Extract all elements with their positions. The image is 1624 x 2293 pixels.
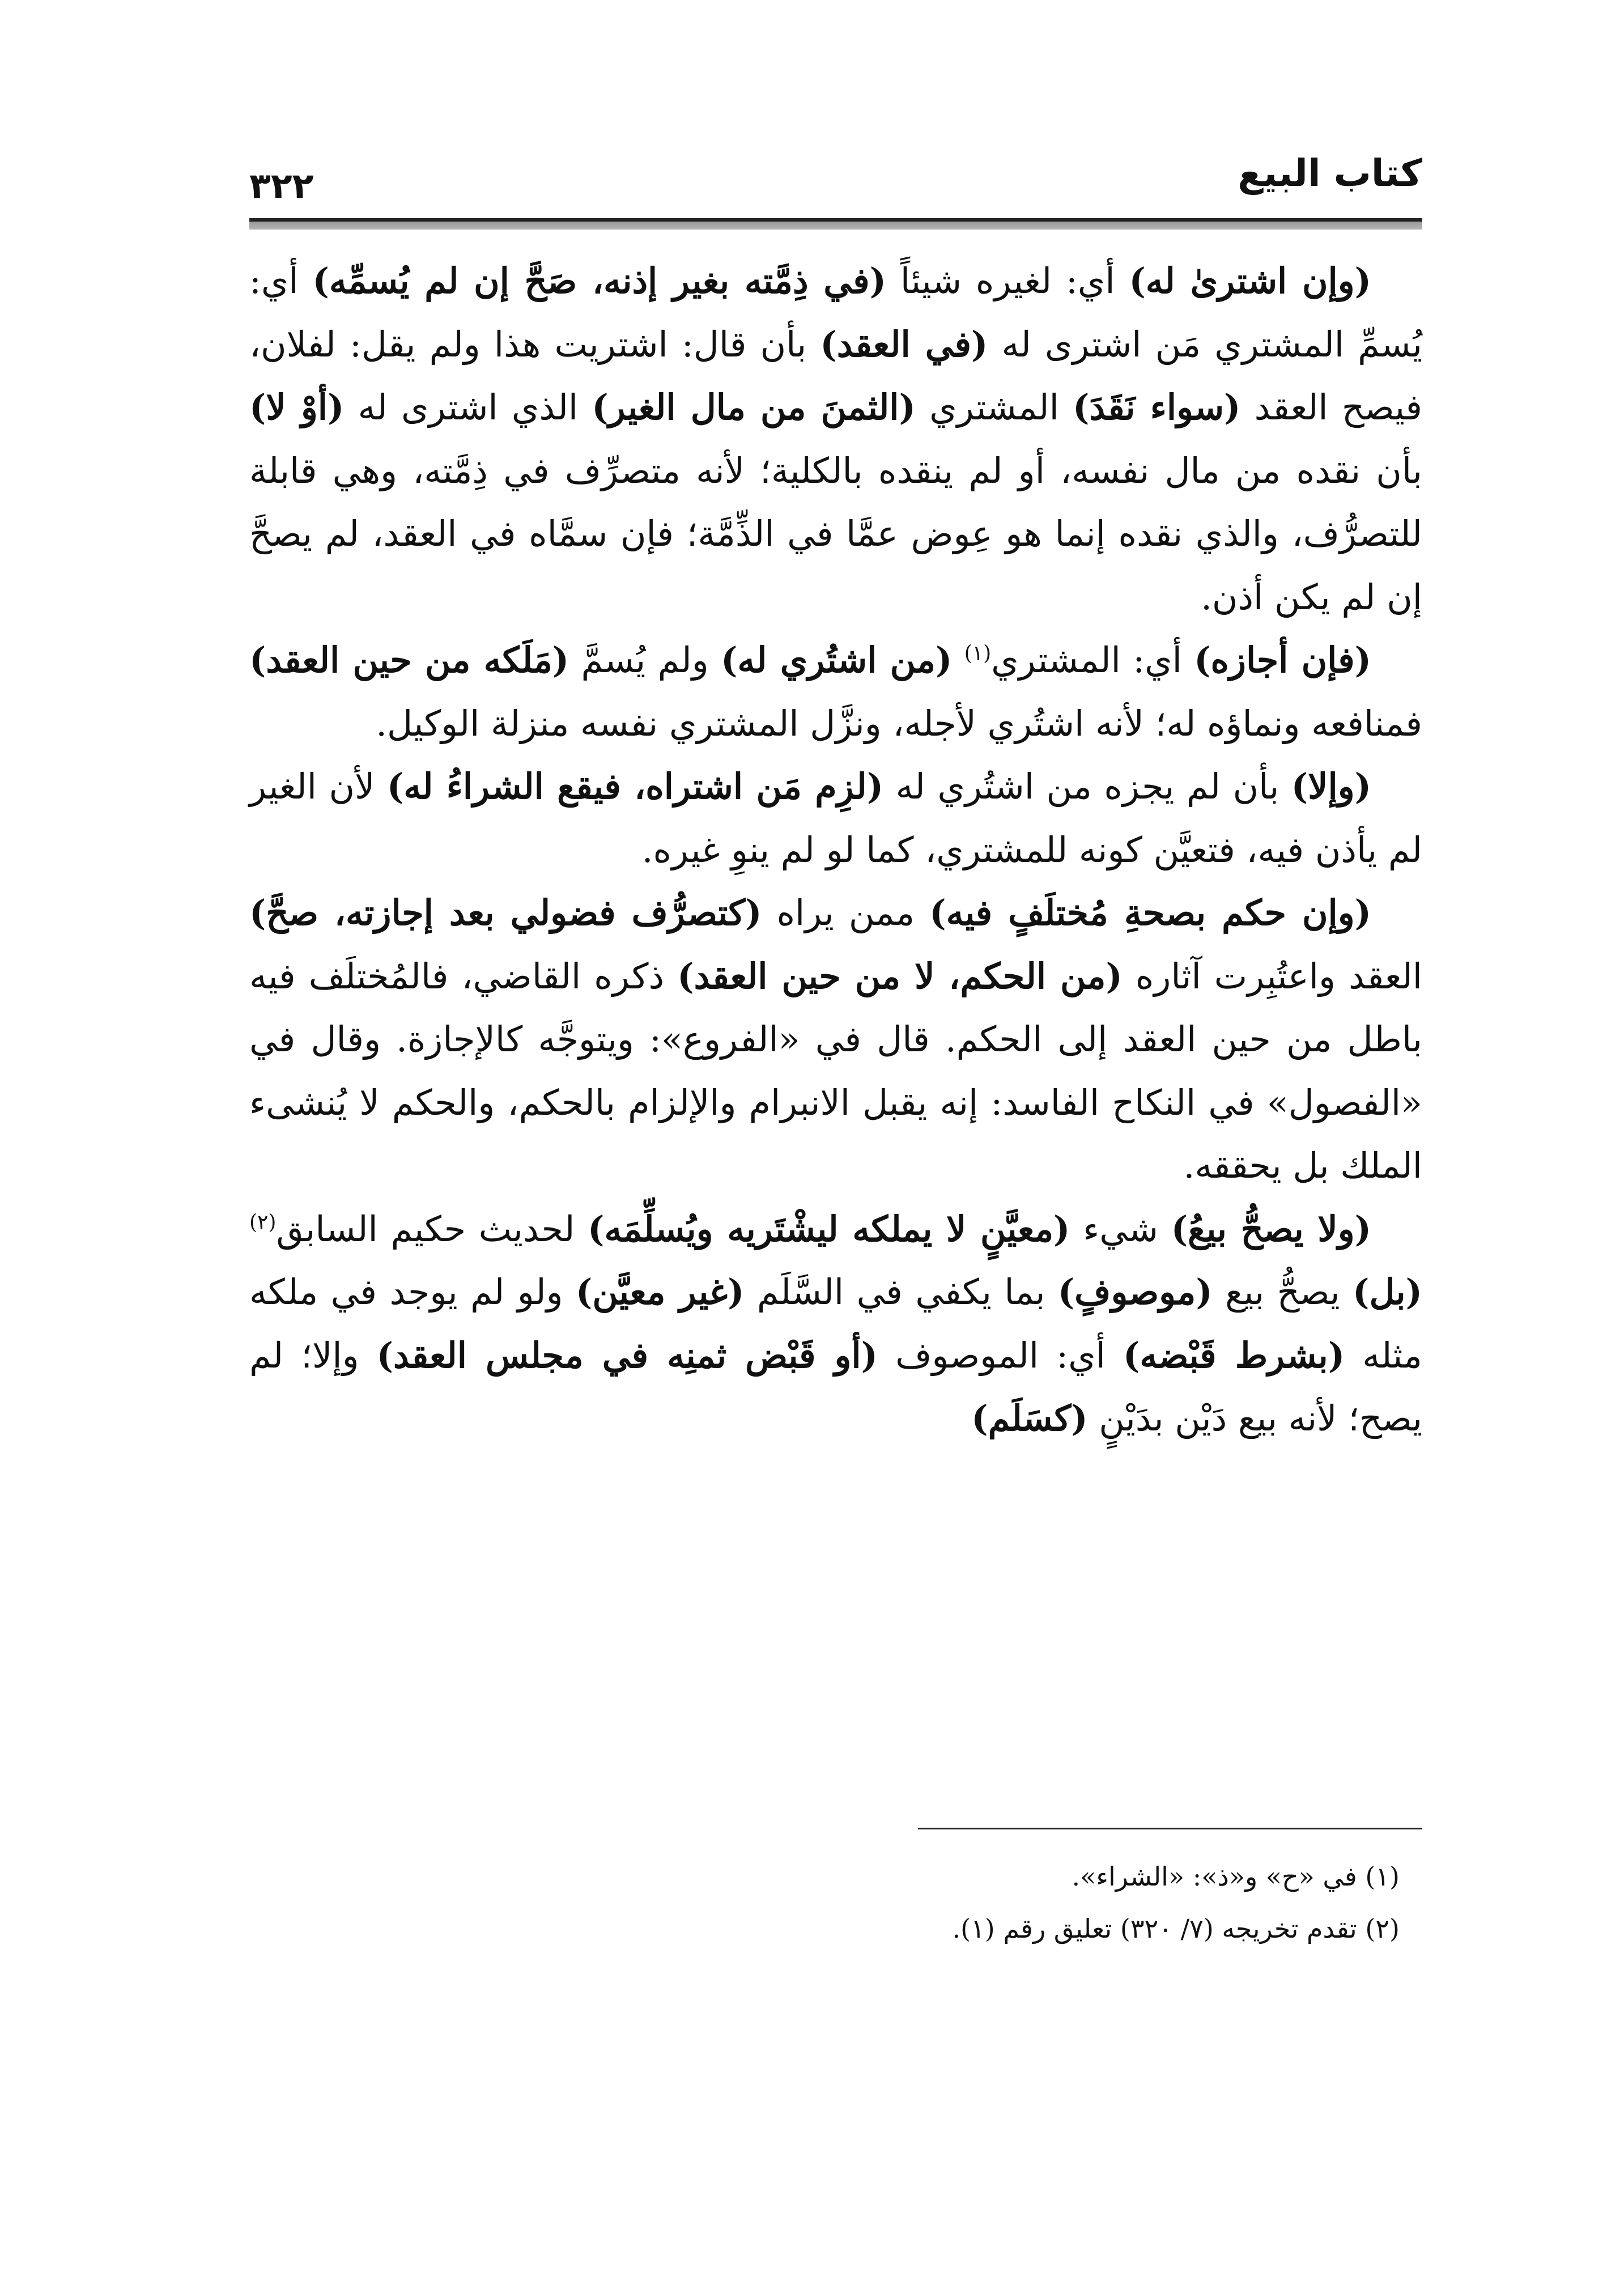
commentary-text: فمنافعه ونماؤه له؛ لأنه اشتُري لأجله، ونزَّل المشتري نفسه منزلة الوكيل.	[376, 702, 1422, 744]
bold-matn-text: (غير معيَّن)	[576, 1271, 745, 1313]
footnote-text: في «ح» و«ذ»: «الشراء».	[1072, 1861, 1357, 1892]
bold-matn-text: (مَلَكه من حين العقد)	[249, 639, 569, 681]
page-header	[249, 147, 1422, 221]
footnote-reference: (١)	[964, 642, 992, 665]
footnote-reference: (٢)	[249, 1210, 277, 1234]
bold-matn-text: (من اشتُري له)	[721, 639, 953, 681]
commentary-text: بأن لم يجزه من اشتُري له	[883, 766, 1291, 807]
footnote-marker: (٢)	[1365, 1913, 1400, 1944]
commentary-text: أي: لغيره شيئاً	[886, 260, 1129, 302]
bold-matn-text: (من الحكم، لا من حين العقد)	[677, 955, 1123, 997]
paragraph	[249, 755, 1422, 881]
footnote-marker: (١)	[1365, 1861, 1400, 1892]
bold-matn-text: (فإن أجازه)	[1194, 639, 1372, 681]
commentary-text: أي: المشتري	[991, 639, 1194, 681]
footnote-separator	[918, 1828, 1422, 1829]
bold-matn-text: (الثمنَ من مال الغير)	[592, 387, 916, 428]
commentary-text: الذي اشترى له	[344, 387, 592, 428]
paragraph	[249, 629, 1422, 755]
bold-matn-text: (وإن اشترىٰ له)	[1129, 260, 1372, 302]
bold-matn-text: (أو قَبْض ثمنِه في مجلس العقد)	[376, 1334, 878, 1376]
bold-matn-text: (موصوفٍ)	[1057, 1271, 1213, 1313]
bold-matn-text: (كسَلَم)	[971, 1398, 1088, 1439]
commentary-text: ممن يراه	[762, 892, 930, 933]
paragraph	[249, 249, 1422, 629]
bold-matn-text: (معيَّنٍ لا يملكه ليشْتَريه ويُسلِّمَه)	[588, 1208, 1070, 1250]
commentary-text	[952, 639, 964, 681]
paragraph	[249, 1198, 1422, 1450]
header-rule	[249, 218, 1422, 230]
commentary-text: بأن قال: اشتريت هذا ولم يقل: لفلان، فيصح العقد	[249, 323, 1423, 428]
footnote	[249, 1903, 1422, 1955]
bold-matn-text: (ولا يصحُّ بيعُ)	[1171, 1208, 1371, 1250]
footnote	[249, 1850, 1422, 1903]
commentary-text: أي: الموصوف	[878, 1334, 1123, 1376]
commentary-text: وإلا؛ لم يصح؛ لأنه بيع دَيْن بدَيْنٍ	[249, 1334, 1422, 1439]
commentary-text: يصحُّ بيع	[1212, 1271, 1353, 1313]
bold-matn-text: (أوْ لا)	[249, 387, 345, 428]
commentary-text: ذكره القاضي، فالمُختلَف فيه باطل من حين العقد إلى الحكم. قال في «الفروع»: ويتوجَّه كالإجازة. وقال في «الفصول» في النكاح الفاسد: إنه يقبل الانبرام والإلزام بالحكم، والحكم لا يُنشىء الملك بل يحققه.	[249, 955, 1422, 1186]
bold-matn-text: (وإلا)	[1291, 766, 1371, 807]
commentary-text: ولم يُسمَّ	[569, 639, 721, 681]
commentary-text: ولو لم يوجد في ملكه مثله	[249, 1271, 1422, 1376]
bold-matn-text: (وإن حكم بصحةِ مُختلَفٍ فيه)	[929, 892, 1371, 933]
commentary-text: بأن نقده من مال نفسه، أو لم ينقده بالكلية؛ لأنه متصرِّف في ذِمَّته، وهي قابلة للتصرُّف، والذي نقده إنما هو عِوض عمَّا في الذِّمَّة؛ فإن سمَّاه في العقد، لم يصحَّ إن لم يكن أذن.	[249, 449, 1422, 618]
footnote-text: تقدم تخريجه (٧/ ٣٢٠) تعليق رقم (١).	[952, 1913, 1357, 1944]
commentary-text: بما يكفي في السَّلَم	[744, 1271, 1058, 1313]
commentary-text: المشتري	[915, 387, 1073, 428]
commentary-text: لأن الغير لم يأذن فيه، فتعيَّن كونه للمشتري، كما لو لم ينوِ غيره.	[249, 766, 1422, 871]
paragraph	[249, 881, 1422, 1198]
bold-matn-text: (سواء نَقَدَ)	[1073, 387, 1241, 428]
commentary-text: لحديث حكيم السابق	[276, 1208, 588, 1250]
commentary-text: شيء	[1070, 1208, 1171, 1250]
bold-matn-text: (في العقد)	[820, 323, 988, 365]
bold-matn-text: (بل)	[1353, 1271, 1423, 1313]
main-text	[249, 249, 1422, 1450]
bold-matn-text: (بشرط قَبْضه)	[1123, 1334, 1345, 1376]
bold-matn-text: (في ذِمَّته بغير إذنه، صَحَّ إن لم يُسمِّه)	[312, 260, 886, 302]
commentary-text: العقد واعتُبِرت آثاره	[1122, 955, 1422, 997]
footnotes	[249, 1850, 1422, 1955]
bold-matn-text: (لزِم مَن اشتراه، فيقع الشراءُ له)	[386, 766, 884, 807]
commentary-text: أي: يُسمِّ المشتري مَن اشترى له	[249, 260, 1422, 365]
bold-matn-text: (كتصرُّف فضولي بعد إجازته، صحَّ)	[249, 892, 762, 933]
page-number: ٣٢٢	[249, 165, 314, 206]
running-title: كتاب البيع	[1238, 151, 1422, 195]
